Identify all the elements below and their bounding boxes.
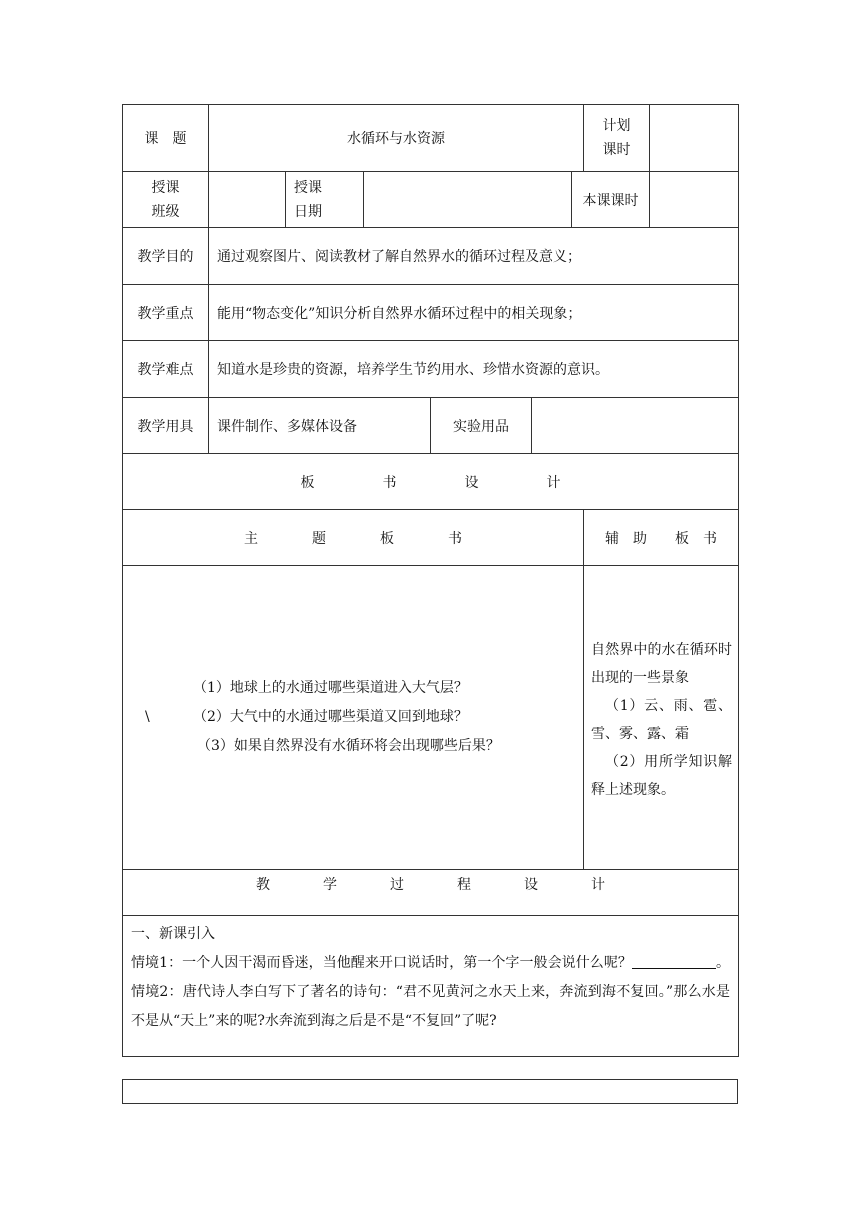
question-2: （2）大气中的水通过哪些渠道又回到地球？ — [193, 709, 468, 725]
this-hours-label: 本课课时 — [572, 172, 650, 228]
intro-heading: 一、新课引入 — [131, 926, 215, 942]
continuation-table-box — [122, 1079, 738, 1104]
lesson-plan-sheet — [122, 104, 738, 1057]
main-heading-char-4: 书 — [448, 530, 462, 547]
difficulty-label: 教学难点 — [123, 341, 209, 398]
main-board-heading — [123, 510, 584, 566]
process-title-char-5: 设 — [524, 877, 538, 893]
planned-hours-label-line2: 课时 — [602, 142, 631, 158]
board-title-char-1: 板 — [300, 474, 315, 491]
key-point-text: 能用“物态变化”知识分析自然界水循环过程中的相关现象； — [209, 285, 739, 341]
answer-blank — [632, 953, 716, 969]
process-title-char-6: 计 — [591, 877, 605, 893]
planned-hours-value — [650, 105, 739, 172]
aux-line-1: 自然界中的水在循环时出现的一些景象 — [591, 642, 732, 686]
date-value — [364, 172, 572, 228]
process-title-char-3: 过 — [390, 877, 404, 893]
stray-backslash: \ — [145, 709, 150, 725]
class-value — [209, 172, 286, 228]
key-point-label: 教学重点 — [123, 285, 209, 341]
objective-label: 教学目的 — [123, 228, 209, 285]
main-heading-char-3: 板 — [380, 530, 394, 547]
aux-heading-char-2: 助 — [633, 530, 647, 547]
lesson-plan-table — [122, 104, 739, 1057]
topic-label: 课 题 — [123, 105, 209, 172]
process-design-title — [123, 870, 739, 916]
class-label-line2: 班级 — [151, 203, 180, 220]
aux-board-heading — [584, 510, 739, 566]
aux-board-content — [584, 566, 739, 870]
tools-text: 课件制作、多媒体设备 — [209, 398, 431, 454]
board-title-char-2: 书 — [382, 474, 397, 491]
aux-line-2: （1）云、雨、雹、雪、雾、露、霜 — [591, 698, 732, 742]
aux-heading-char-3: 板 — [675, 530, 689, 547]
board-design-title — [123, 454, 739, 510]
topic-value: 水循环与水资源 — [209, 105, 584, 172]
planned-hours-label — [584, 105, 650, 172]
new-lesson-intro — [123, 916, 739, 1057]
intro-body — [131, 949, 730, 1036]
process-title-char-2: 学 — [323, 877, 337, 893]
aux-heading-char-1: 辅 — [605, 530, 619, 547]
lab-items-label: 实验用品 — [431, 398, 532, 454]
board-title-char-4: 计 — [546, 474, 561, 491]
aux-line-3: （2）用所学知识解释上述现象。 — [591, 754, 732, 798]
intro-part-2: 。情境2：唐代诗人李白写下了著名的诗句：“君不见黄河之水天上来，奔流到海不复回。”那么水是不是从“天上”来的呢?水奔流到海之后是不是“不复回”了呢? — [131, 955, 731, 1029]
difficulty-text: 知道水是珍贵的资源，培养学生节约用水、珍惜水资源的意识。 — [209, 341, 739, 398]
main-heading-char-1: 主 — [244, 530, 258, 547]
question-3: （3）如果自然界没有水循环将会出现哪些后果？ — [197, 738, 500, 754]
date-label-line2: 日期 — [294, 203, 322, 220]
main-board-content — [123, 566, 584, 870]
process-title-char-1: 教 — [256, 877, 270, 893]
lab-items-value — [532, 398, 739, 454]
planned-hours-label-line1: 计划 — [602, 118, 631, 134]
board-title-char-3: 设 — [464, 474, 479, 491]
class-label — [123, 172, 209, 228]
question-list — [123, 674, 583, 761]
question-1: （1）地球上的水通过哪些渠道进入大气层？ — [193, 680, 468, 696]
intro-part-1: 情境1：一个人因干渴而昏迷，当他醒来开口说话时，第一个字一般会说什么呢？ — [131, 955, 632, 971]
class-label-line1: 授课 — [151, 179, 180, 196]
date-label-line1: 授课 — [294, 179, 322, 196]
aux-heading-char-4: 书 — [703, 530, 717, 547]
date-label — [286, 172, 364, 228]
objective-text: 通过观察图片、阅读教材了解自然界水的循环过程及意义； — [209, 228, 739, 285]
process-title-char-4: 程 — [457, 877, 471, 893]
main-heading-char-2: 题 — [312, 530, 326, 547]
tools-label: 教学用具 — [123, 398, 209, 454]
this-hours-value — [650, 172, 739, 228]
